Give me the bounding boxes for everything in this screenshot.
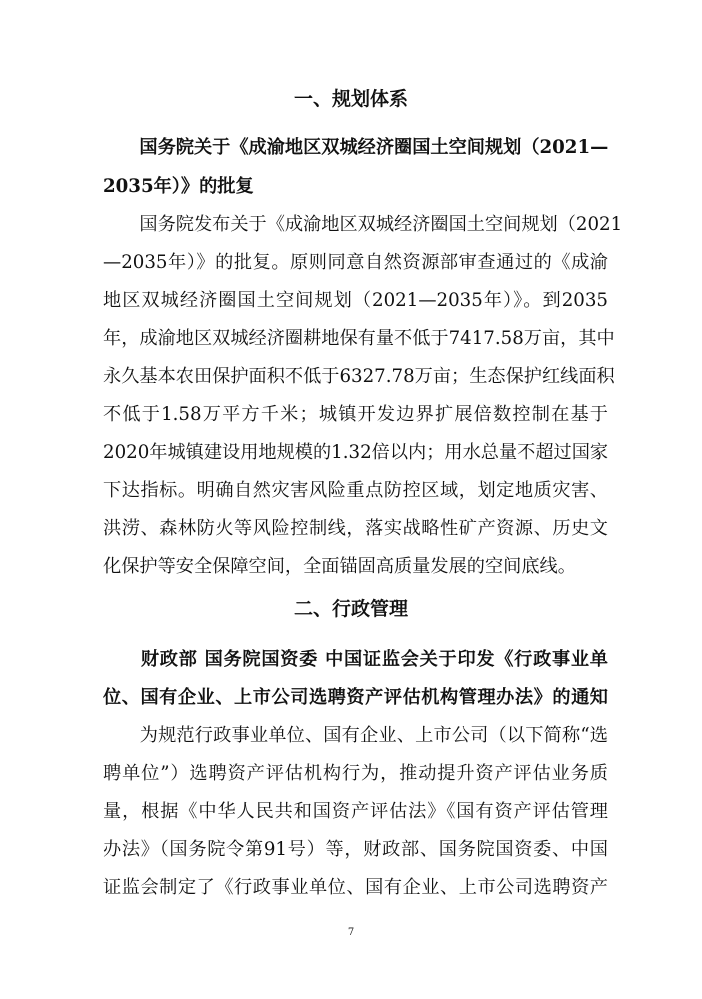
body-text-line: 2020年城镇建设用地规模的1.32倍以内；用水总量不超过国家: [103, 442, 609, 463]
article-title-line: 国务院关于《成渝地区双城经济圈国土空间规划（2021—: [103, 137, 609, 158]
body-text-line: 办法》（国务院令第91号）等，财政部、国务院国资委、中国: [103, 839, 608, 860]
body-text-line: 化保护等安全保障空间，全面锚固高质量发展的空间底线。: [103, 556, 576, 577]
body-text-line: 年，成渝地区双城经济圈耕地保有量不低于7417.58万亩，其中: [103, 328, 615, 349]
body-text-line: 地区双城经济圈国土空间规划（2021—2035年）》。到2035: [103, 290, 608, 311]
body-text-line: 聘单位”）选聘资产评估机构行为，推动提升资产评估业务质: [103, 763, 608, 784]
article-title-line: 财政部 国务院国资委 中国证监会关于印发《行政事业单: [103, 649, 608, 670]
body-text-line: 下达指标。明确自然灾害风险重点防控区域，划定地质灾害、: [103, 480, 608, 501]
article-title-line: 2035年）》的批复: [103, 176, 254, 197]
body-text-line: 量，根据《中华人民共和国资产评估法》《国有资产评估管理: [103, 801, 608, 822]
article-title-line: 位、国有企业、上市公司选聘资产评估机构管理办法》的通知: [103, 687, 608, 708]
body-text-line: 洪涝、森林防火等风险控制线，落实战略性矿产资源、历史文: [103, 518, 608, 539]
page-number: 7: [347, 927, 355, 938]
section-heading-planning-system: 一、规划体系: [293, 88, 408, 110]
section-heading-administrative-management: 二、行政管理: [293, 598, 408, 620]
body-text-line: 永久基本农田保护面积不低于6327.78万亩；生态保护红线面积: [103, 366, 615, 387]
body-text-line: 不低于1.58万平方千米；城镇开发边界扩展倍数控制在基于: [103, 404, 608, 425]
body-text-line: 证监会制定了《行政事业单位、国有企业、上市公司选聘资产: [103, 877, 608, 898]
body-text-line: 为规范行政事业单位、国有企业、上市公司（以下简称“选: [103, 725, 608, 746]
body-text-line: —2035年）》的批复。原则同意自然资源部审查通过的《成渝: [103, 252, 608, 273]
body-text-line: 国务院发布关于《成渝地区双城经济圈国土空间规划（2021: [103, 214, 623, 235]
